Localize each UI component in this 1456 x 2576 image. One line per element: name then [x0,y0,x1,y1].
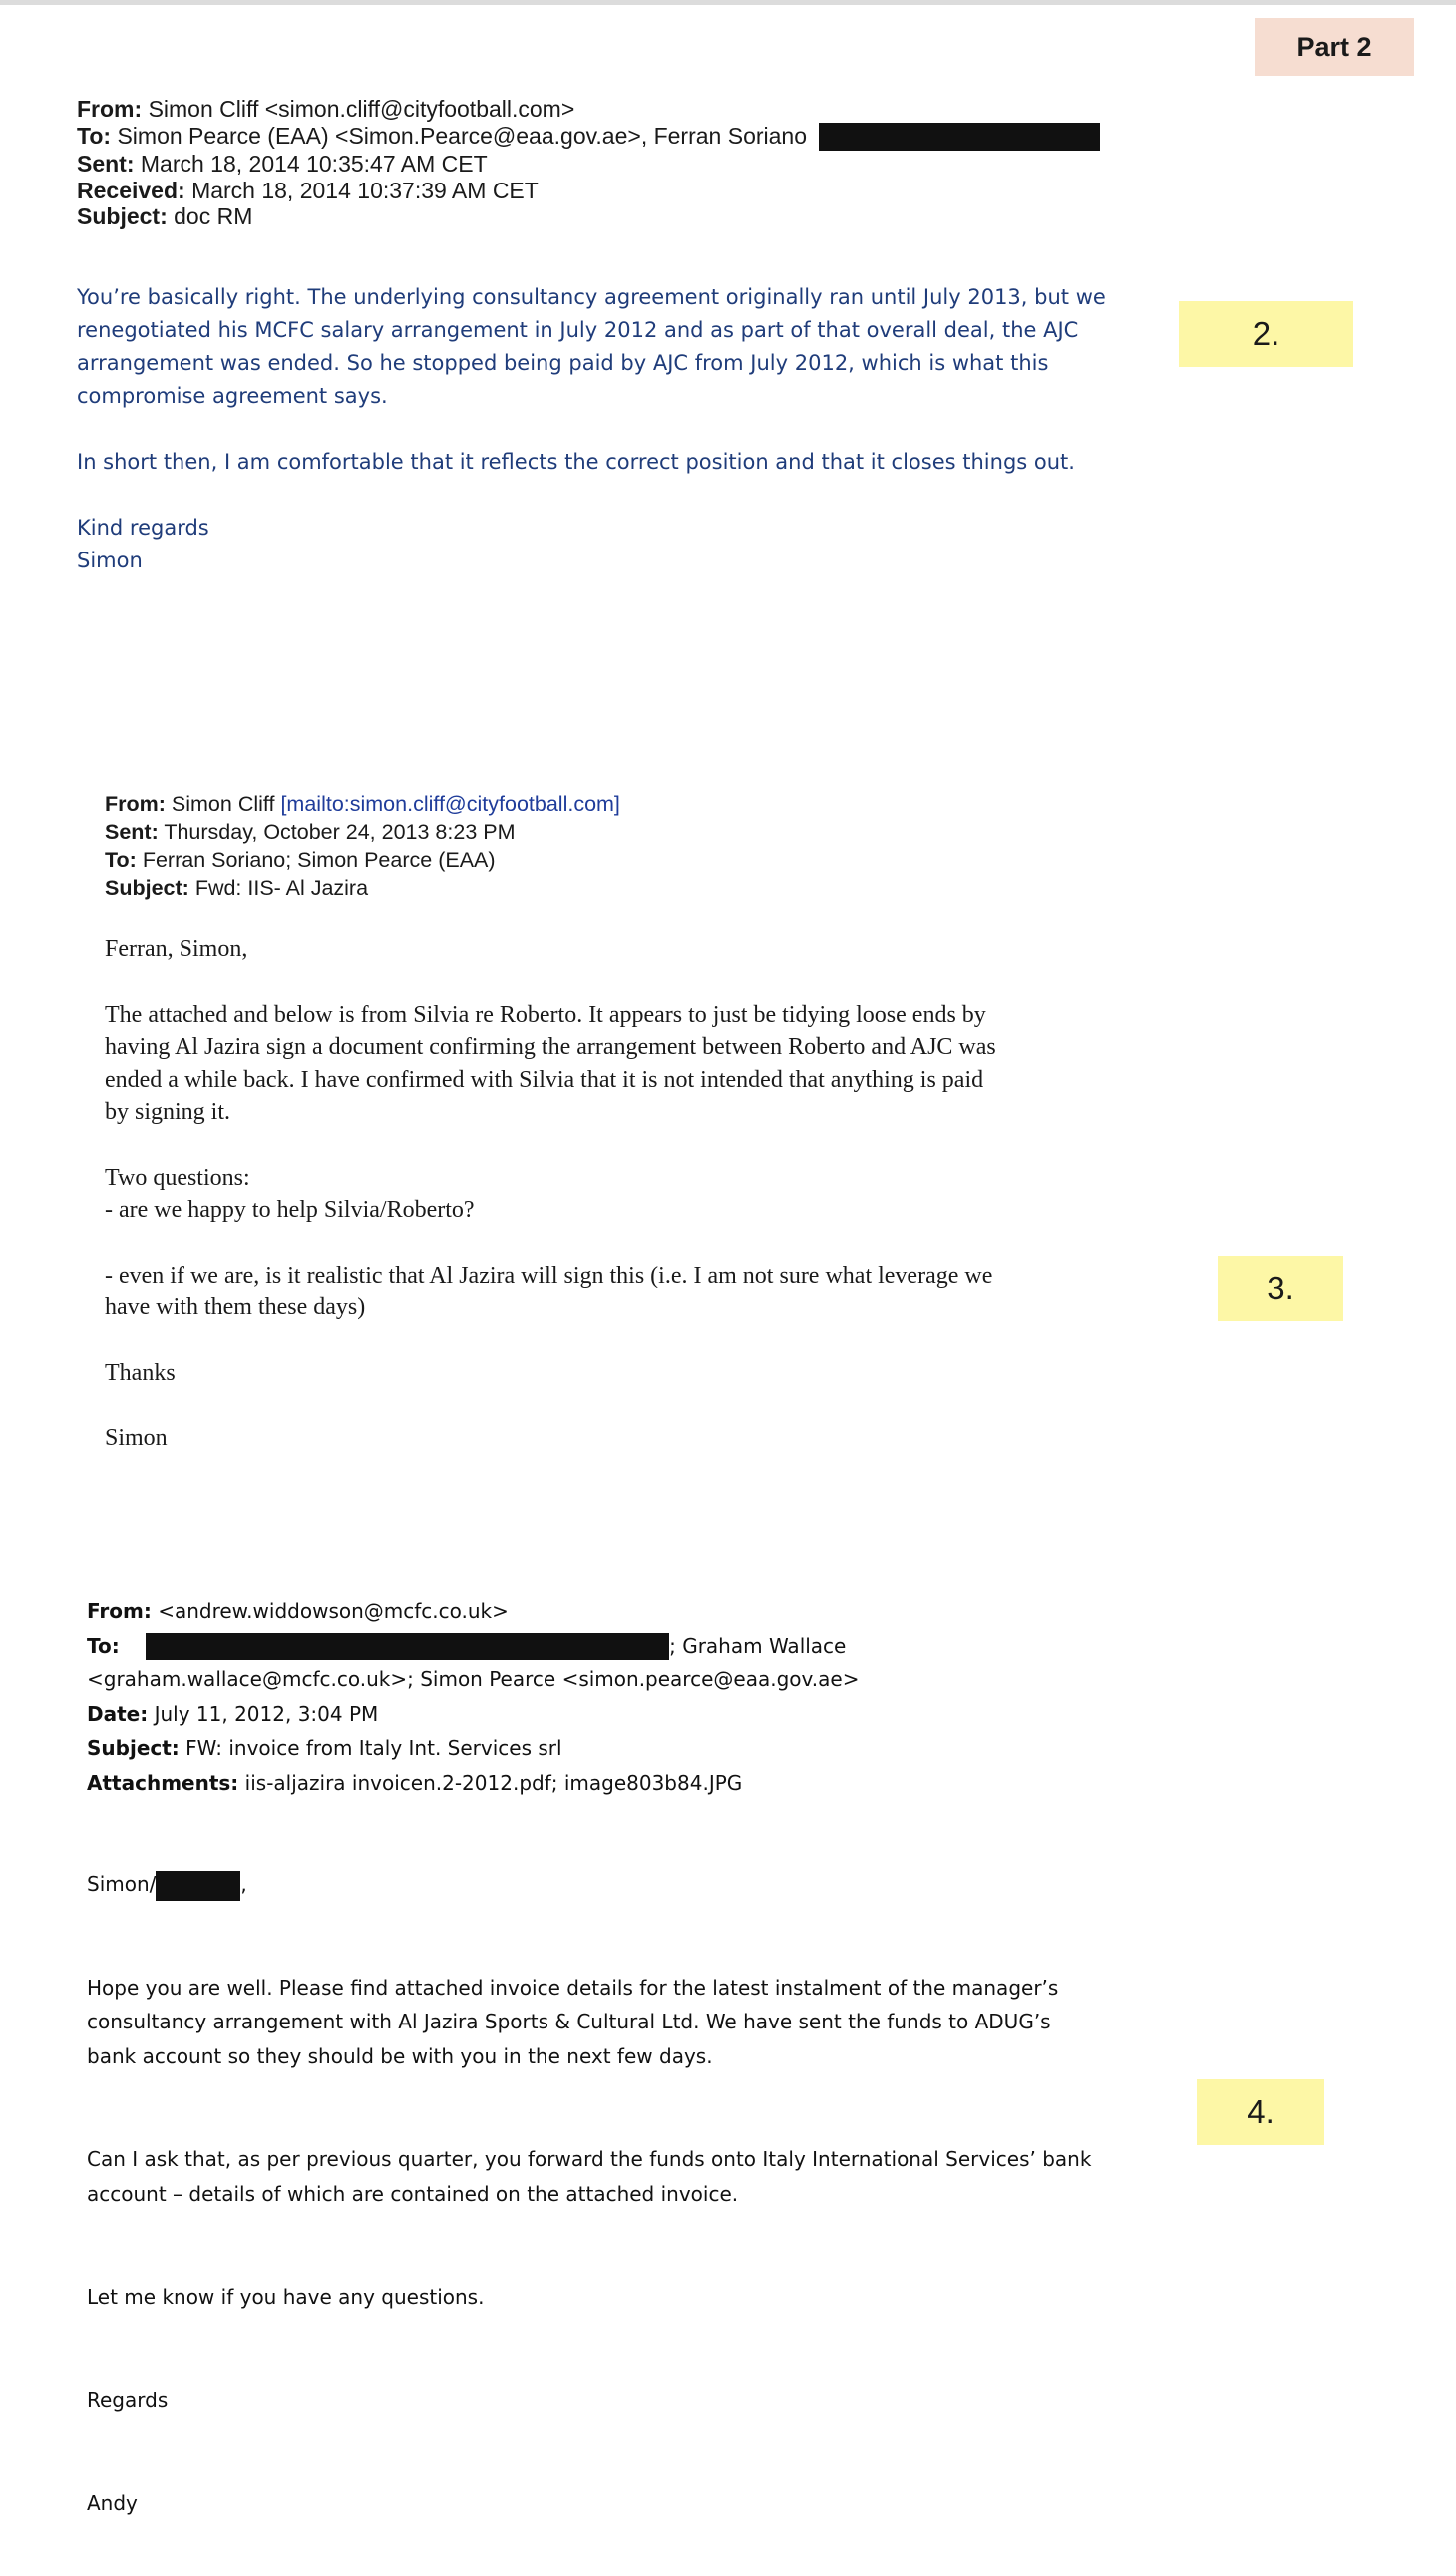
redaction-bar [819,123,1100,151]
email2-to: To: Ferran Soriano; Simon Pearce (EAA) [105,848,496,872]
email1-body-line: compromise agreement says. [77,384,388,408]
email3-to-cont: <graham.wallace@mcfc.co.uk>; Simon Pearce <simon.pearce@eaa.gov.ae> [87,1667,860,1691]
email1-signature: Simon [77,549,143,572]
email2-sent: Sent: Thursday, October 24, 2013 8:23 PM [105,820,516,844]
email2-greeting: Ferran, Simon, [105,936,248,962]
email3-subject: Subject: FW: invoice from Italy Int. Services srl [87,1736,562,1760]
email3-to: To: ; Graham Wallace [87,1629,1184,1663]
redaction-bar [146,1633,669,1660]
marker-3: 3. [1218,1256,1343,1321]
email2-body-line: ended a while back. I have confirmed with Silvia that it is not intended that anything is paid [105,1066,984,1093]
email2-question-1: - are we happy to help Silvia/Roberto? [105,1197,475,1223]
email2-questions-intro: Two questions: [105,1164,250,1191]
email3-body-line: Can I ask that, as per previous quarter, you forward the funds onto Italy International Services’ bank [87,2147,1092,2171]
email1-subject: Subject: doc RM [77,203,253,230]
marker-4: 4. [1197,2079,1324,2145]
email3-signature: Andy [87,2491,138,2515]
email3-attachments: Attachments: iis-aljazira invoicen.2-2012.pdf; image803b84.JPG [87,1770,743,1795]
email2-question-2: - even if we are, is it realistic that Al Jazira will sign this (i.e. I am not sure what leverage we [105,1262,993,1288]
email2-question-2: have with them these days) [105,1294,366,1320]
email3-from: From: <andrew.widdowson@mcfc.co.uk> [87,1599,509,1623]
email1-body-line: You’re basically right. The underlying consultancy agreement originally ran until July 2013, but we [77,285,1106,309]
email3-questions: Let me know if you have any questions. [87,2285,485,2309]
marker-2: 2. [1179,301,1353,367]
email3-body-line: account – details of which are contained on the attached invoice. [87,2181,739,2206]
email3-body-line: consultancy arrangement with Al Jazira Sports & Cultural Ltd. We have sent the funds to ADUG’s [87,2010,1051,2033]
email3-date: Date: July 11, 2012, 3:04 PM [87,1701,379,1726]
email3-greeting: Simon/ , [87,1867,1174,1902]
part-label: Part 2 [1255,18,1414,76]
email2-thanks: Thanks [105,1359,176,1386]
email1-body-line: renegotiated his MCFC salary arrangement in July 2012 and as part of that overall deal, the AJC [77,318,1079,342]
email2-body-line: by signing it. [105,1099,231,1125]
email1-regards: Kind regards [77,516,209,540]
email3-header [87,1594,1184,1800]
email1-sent: Sent: March 18, 2014 10:35:47 AM CET [77,151,488,178]
email2-header [105,790,620,902]
email3-body-line: bank account so they should be with you in the next few days. [87,2043,713,2068]
mailto-link[interactable]: [mailto:simon.cliff@cityfootball.com] [280,792,620,816]
email1-header [77,96,1100,230]
email1-short: In short then, I am comfortable that it reflects the correct position and that it closes things out. [77,450,1075,474]
email3-body-line: Hope you are well. Please find attached invoice details for the latest instalment of the manager’s [87,1975,1059,2000]
email1-body [77,281,1164,577]
top-border [0,0,1456,5]
email1-body-line: arrangement was ended. So he stopped being paid by AJC from July 2012, which is what this [77,351,1049,375]
email1-from: From: Simon Cliff <simon.cliff@cityfootball.com> [77,96,575,122]
email2-body-line: The attached and below is from Silvia re Roberto. It appears to just be tidying loose ends by [105,1001,986,1028]
email2-body [105,933,1182,1455]
email3-regards: Regards [87,2388,169,2412]
email1-received: Received: March 18, 2014 10:37:39 AM CET [77,177,539,203]
email3-body [87,1867,1174,2521]
email1-to: To: Simon Pearce (EAA) <Simon.Pearce@eaa.gov.ae>, Ferran Soriano [77,123,1100,152]
email2-subject: Subject: Fwd: IIS- Al Jazira [105,876,369,900]
redaction-bar [156,1871,240,1901]
email2-signature: Simon [105,1425,168,1451]
email2-body-line: having Al Jazira sign a document confirming the arrangement between Roberto and AJC was [105,1034,996,1060]
email2-from: From: Simon Cliff [mailto:simon.cliff@cityfootball.com] [105,792,620,816]
